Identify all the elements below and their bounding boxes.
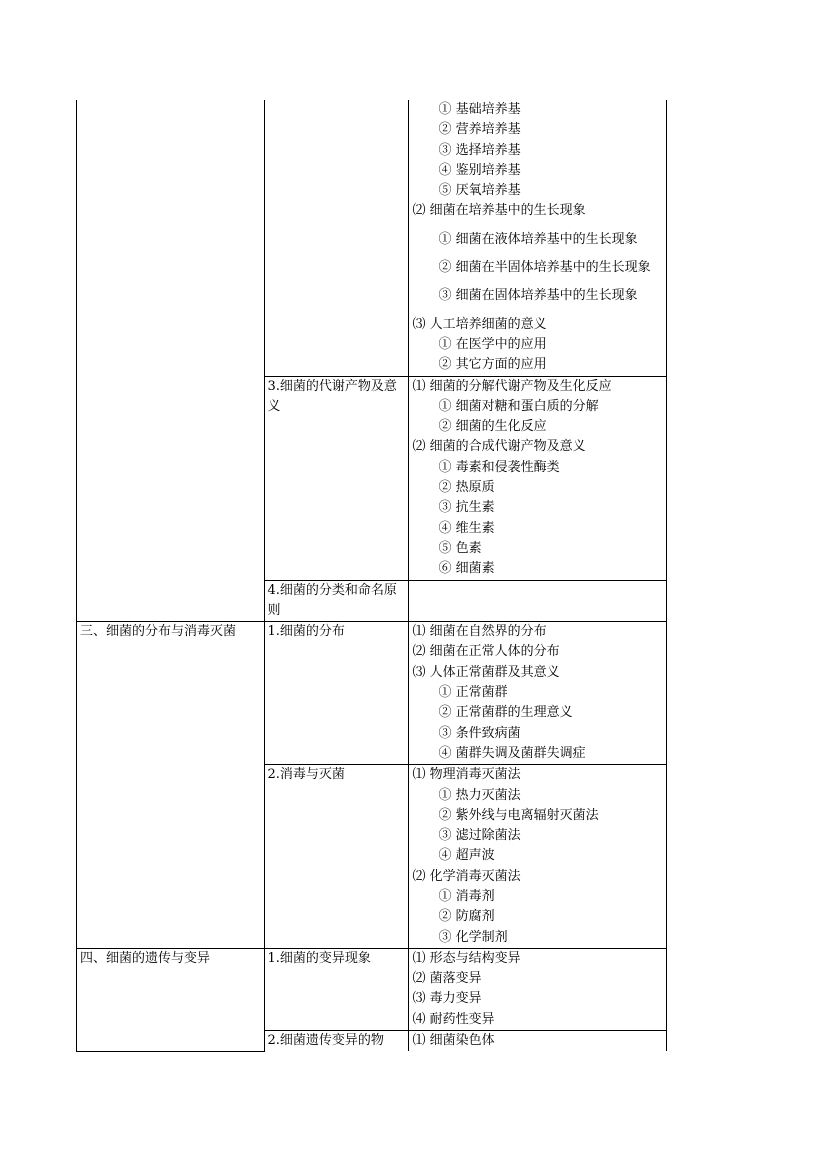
- list-item: ⑶ 毒力变异: [412, 991, 482, 1007]
- list-item: ⑵ 细菌在培养基中的生长现象: [412, 203, 586, 219]
- list-item: ③ 抗生素: [438, 500, 495, 516]
- list-item: ② 细菌在半固体培养基中的生长现象: [438, 260, 651, 276]
- list-item: ③ 细菌在固体培养基中的生长现象: [438, 288, 638, 304]
- list-item: ① 细菌在液体培养基中的生长现象: [438, 231, 638, 247]
- list-item: ① 在医学中的应用: [438, 336, 547, 352]
- table-row: [77, 948, 667, 1030]
- list-item: ② 热原质: [438, 480, 495, 496]
- list-item: ⑴ 细菌染色体: [412, 1033, 495, 1049]
- content-cell: [409, 765, 667, 949]
- list-item: ① 基础培养基: [438, 102, 521, 117]
- content-cell: [409, 580, 667, 622]
- list-item: ③ 化学制剂: [438, 929, 508, 945]
- list-item: ② 正常菌群的生理意义: [438, 705, 573, 721]
- topic-cell: 3.细菌的代谢产物及意义: [264, 376, 409, 580]
- list-item: ④ 鉴别培养基: [438, 162, 521, 178]
- list-item: ④ 超声波: [438, 848, 495, 864]
- topic-cell: [264, 100, 409, 376]
- topic-cell: 4.细菌的分类和命名原则: [264, 580, 409, 622]
- list-item: ⑤ 色素: [438, 540, 482, 556]
- content-cell: [409, 1031, 667, 1052]
- list-item: ② 防腐剂: [438, 909, 495, 925]
- list-item: ⑵ 细菌的合成代谢产物及意义: [412, 439, 586, 455]
- section-cell: 四、细菌的遗传与变异: [77, 948, 265, 1051]
- list-item: ① 消毒剂: [438, 888, 495, 904]
- list-item: ⑤ 厌氧培养基: [438, 183, 521, 199]
- list-item: ② 营养培养基: [438, 122, 521, 138]
- list-item: ⑵ 细菌在正常人体的分布: [412, 644, 560, 660]
- list-item: ⑵ 化学消毒灭菌法: [412, 868, 521, 884]
- list-item: ⑵ 菌落变异: [412, 971, 482, 987]
- list-item: ① 细菌对糖和蛋白质的分解: [438, 398, 599, 414]
- list-item: ① 正常菌群: [438, 685, 508, 701]
- topic-cell: 2.消毒与灭菌: [264, 765, 409, 949]
- content-cell: [409, 100, 667, 376]
- list-item: ⑴ 细菌在自然界的分布: [412, 624, 547, 640]
- list-item: ⑷ 耐药性变异: [412, 1011, 495, 1027]
- list-item: ② 其它方面的应用: [438, 357, 547, 373]
- syllabus-table: [76, 100, 667, 1052]
- table-row: [77, 622, 667, 765]
- list-item: ⑶ 人工培养细菌的意义: [412, 316, 547, 332]
- content-cell: [409, 376, 667, 580]
- list-item: ③ 选择培养基: [438, 142, 521, 158]
- list-item: ④ 菌群失调及菌群失调症: [438, 745, 586, 761]
- list-item: ② 细菌的生化反应: [438, 419, 547, 435]
- topic-cell: 1.细菌的变异现象: [264, 948, 409, 1030]
- list-item: ④ 维生素: [438, 520, 495, 536]
- section-cell: 三、细菌的分布与消毒灭菌: [77, 622, 265, 949]
- list-item: ⑴ 形态与结构变异: [412, 950, 521, 966]
- list-item: ⑴ 细菌的分解代谢产物及生化反应: [412, 378, 612, 394]
- list-item: ③ 条件致病菌: [438, 725, 521, 741]
- topic-cell: 1.细菌的分布: [264, 622, 409, 765]
- section-cell: [77, 100, 265, 622]
- content-cell: [409, 622, 667, 765]
- list-item: ③ 滤过除菌法: [438, 828, 521, 844]
- list-item: ⑴ 物理消毒灭菌法: [412, 767, 521, 783]
- list-item: ① 热力灭菌法: [438, 787, 521, 803]
- list-item: ⑥ 细菌素: [438, 561, 495, 577]
- content-cell: [409, 948, 667, 1030]
- table-row: [77, 100, 667, 376]
- list-item: ① 毒素和侵袭性酶类: [438, 459, 560, 475]
- list-item: ② 紫外线与电离辐射灭菌法: [438, 807, 599, 823]
- topic-cell: 2.细菌遗传变异的物: [264, 1031, 409, 1052]
- list-item: ⑶ 人体正常菌群及其意义: [412, 664, 560, 680]
